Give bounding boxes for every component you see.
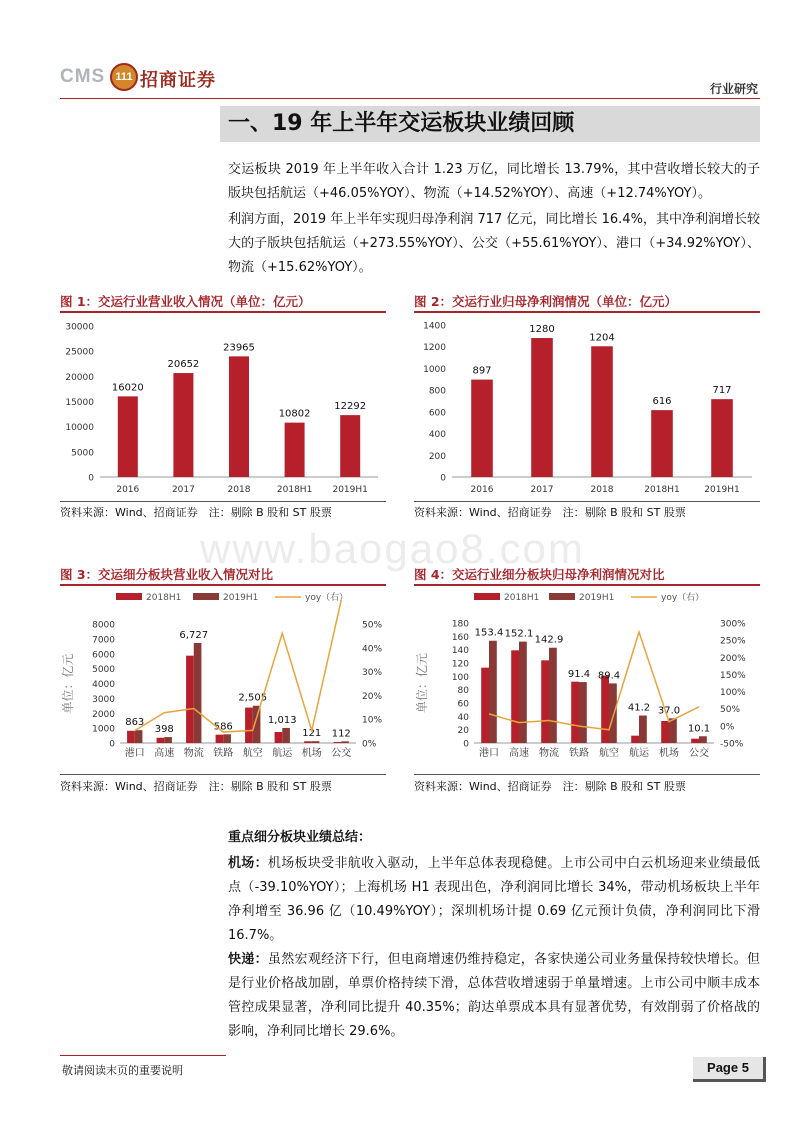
bar-2019H1 [135, 730, 143, 743]
y-tick-label: 80 [457, 686, 469, 697]
legend-label: 2018H1 [146, 593, 182, 603]
legend-label: yoy（右） [305, 593, 349, 603]
x-tick-label: 公交 [689, 748, 709, 759]
y-tick-label: 0 [88, 473, 94, 484]
figure-1-chart [60, 313, 386, 501]
x-tick-label: 2019H1 [704, 485, 740, 495]
page-number: Page 5 [693, 1057, 766, 1082]
bar-2018H1 [334, 742, 342, 743]
y-tick-label: 600 [428, 408, 446, 419]
data-label: 6,727 [179, 629, 209, 641]
y-tick-label: 400 [428, 430, 446, 441]
bar-2019H1 [699, 736, 707, 743]
data-label: 12292 [334, 401, 367, 413]
data-label: 10.1 [687, 723, 711, 735]
bar [229, 356, 249, 477]
bar-2018H1 [691, 739, 699, 743]
x-tick-label: 2018 [590, 485, 614, 495]
y-tick-label: 10000 [65, 423, 94, 434]
bar-2018H1 [511, 650, 519, 743]
y-tick-label: 20 [457, 726, 469, 737]
bar [118, 396, 138, 477]
data-label: 89.4 [597, 670, 621, 682]
y-tick-label: 25000 [65, 347, 94, 358]
y2-tick-label: 10% [362, 715, 383, 726]
bar-2018H1 [157, 738, 165, 743]
y-tick-label: 30000 [65, 322, 94, 333]
bar-2018H1 [631, 736, 639, 743]
bar-2019H1 [639, 716, 647, 743]
data-label: 121 [302, 728, 322, 740]
y-tick-label: 4000 [92, 680, 115, 690]
figure-3-chart [60, 586, 386, 774]
figure-4-chart [414, 586, 760, 774]
y-tick-label: 5000 [71, 448, 94, 459]
bar [711, 399, 733, 477]
data-label: 142.9 [534, 634, 564, 646]
data-label: 23965 [223, 342, 255, 354]
figure-4-source: 资料来源：Wind、招商证券 注：剔除 B 股和 ST 股票 [414, 780, 686, 793]
bar-2018H1 [481, 668, 489, 743]
bar [340, 415, 360, 477]
bar [531, 338, 553, 477]
data-label: 863 [125, 717, 145, 729]
section-title: 一、19 年上半年交运板块业绩回顾 [228, 111, 575, 136]
legend-label: 2019H1 [579, 593, 615, 603]
bar-2019H1 [519, 642, 527, 743]
y2-tick-label: 150% [720, 670, 746, 681]
figure-4-bottom-rule [414, 774, 760, 775]
y-tick-label: 200 [428, 451, 446, 462]
bar-2019H1 [549, 648, 557, 743]
y2-tick-label: 0% [362, 739, 377, 750]
summary-heading: 重点细分板块业绩总结： [228, 830, 372, 845]
y-tick-label: 60 [457, 699, 469, 710]
data-label: 91.4 [567, 669, 591, 681]
y-tick-label: 160 [451, 632, 469, 643]
x-tick-label: 航运 [629, 748, 649, 759]
y-tick-label: 5000 [92, 665, 115, 676]
logo-cms-text: CMS [60, 66, 106, 87]
figure-4-title: 图 4：交运行业细分板块归母净利润情况对比 [414, 567, 665, 582]
data-label: 41.2 [627, 702, 651, 714]
x-tick-label: 航空 [599, 748, 619, 759]
paragraph-profit: 利润方面，2019 年上半年实现归母净利润 717 亿元，同比增长 16.4%，其中净利润增长较大的子版块包括航运（+273.55%YOY）、公交（+55.61%YOY）、港口（+34.92%YOY）、物流（+15.62%YOY）。 [228, 212, 760, 275]
x-tick-label: 高速 [509, 748, 529, 759]
logo-badge-icon: 111 [110, 63, 138, 91]
y2-tick-label: 50% [720, 705, 741, 716]
x-tick-label: 2018H1 [276, 485, 313, 495]
x-tick-label: 2019H1 [332, 485, 368, 495]
y-tick-label: 1000 [423, 364, 446, 375]
data-label: 717 [712, 385, 732, 397]
airport-label: 机场： [228, 856, 268, 871]
y2-tick-label: 30% [362, 668, 383, 679]
y-tick-label: 0 [463, 739, 469, 750]
watermark: www.baogao8.com [200, 525, 585, 572]
x-tick-label: 港口 [479, 748, 499, 759]
bar-2018H1 [216, 735, 224, 743]
bar [285, 423, 305, 477]
figure-2-bottom-rule [414, 501, 760, 502]
bar-2019H1 [194, 643, 202, 743]
bar-2018H1 [571, 682, 579, 743]
data-label: 152.1 [504, 628, 534, 640]
bar [173, 373, 193, 477]
paragraph-express [228, 948, 760, 1044]
data-label: 1,013 [267, 714, 297, 726]
bar-2019H1 [164, 737, 172, 743]
x-tick-label: 2017 [171, 485, 195, 495]
bar-2019H1 [669, 718, 677, 743]
x-tick-label: 港口 [124, 748, 145, 759]
bar-2019H1 [341, 741, 349, 743]
bar-2018H1 [661, 721, 669, 743]
x-tick-label: 航运 [272, 748, 293, 759]
x-tick-label: 2016 [116, 485, 140, 495]
data-label: 2,505 [238, 692, 268, 704]
y-tick-label: 100 [451, 672, 469, 683]
y2-tick-label: 100% [720, 688, 746, 699]
bar-2018H1 [245, 708, 253, 743]
bar [471, 380, 493, 477]
figure-2-title: 图 2：交运行业归母净利润情况（单位：亿元） [414, 294, 678, 309]
bar-2018H1 [541, 660, 549, 743]
data-label: 1204 [589, 332, 615, 344]
express-label: 快递： [228, 952, 268, 967]
x-tick-label: 公交 [331, 748, 352, 759]
y-tick-label: 2000 [92, 709, 115, 720]
y-tick-label: 8000 [92, 620, 115, 631]
bar-2018H1 [601, 676, 609, 743]
footer-divider [60, 1055, 226, 1056]
y-tick-label: 180 [451, 619, 469, 630]
figure-2-source: 资料来源：Wind、招商证券 注：剔除 B 股和 ST 股票 [414, 506, 686, 519]
airport-text: 机场板块受非航收入驱动，上半年总体表现稳健。上市公司中白云机场迎来业绩最低点（-39.10%YOY）；上海机场 H1 表现出色，净利润同比增长 34%，带动机场板块上半年净利增至 36.96 亿（10.49%YOY）；深圳机场计提 0.69 亿元预计负债，净利润同比下滑 16.7%。 [228, 856, 760, 943]
data-label: 10802 [278, 408, 311, 420]
y-tick-label: 40 [457, 712, 469, 723]
bar-2019H1 [223, 734, 231, 743]
x-tick-label: 2018 [227, 485, 251, 495]
figure-1-title: 图 1：交运行业营业收入情况（单位：亿元） [60, 294, 311, 309]
x-tick-label: 机场 [301, 748, 322, 759]
y-tick-label: 3000 [92, 694, 115, 705]
y-tick-label: 1200 [423, 343, 446, 354]
section-label: 行业研究 [709, 82, 758, 96]
figure-1-bottom-rule [60, 501, 386, 502]
x-tick-label: 铁路 [213, 748, 234, 759]
data-label: 16020 [111, 382, 144, 394]
x-tick-label: 2018H1 [644, 485, 680, 495]
bar-2019H1 [312, 741, 320, 743]
figure-3-source: 资料来源：Wind、招商证券 注：剔除 B 股和 ST 股票 [60, 780, 332, 793]
bar-2018H1 [304, 741, 312, 743]
y2-tick-label: 0% [720, 722, 735, 733]
y-tick-label: 6000 [92, 650, 115, 661]
data-label: 1280 [529, 324, 555, 336]
x-tick-label: 2016 [470, 485, 494, 495]
bar-2018H1 [275, 732, 283, 743]
bar [591, 346, 613, 477]
bar-2019H1 [489, 641, 497, 743]
y2-tick-label: 250% [720, 636, 746, 647]
x-tick-label: 2017 [530, 485, 554, 495]
data-label: 153.4 [474, 627, 504, 639]
paragraph-revenue: 交运板块 2019 年上半年收入合计 1.23 万亿，同比增长 13.79%，其中营收增长较大的子版块包括航运（+46.05%YOY）、物流（+14.52%YOY）、高速（+12.74%YOY）。 [228, 162, 760, 201]
legend-swatch [116, 593, 142, 600]
y2-tick-label: 50% [362, 620, 383, 631]
y-tick-label: 15000 [65, 398, 94, 408]
y-tick-label: 0 [440, 473, 446, 484]
y-tick-label: 0 [109, 739, 115, 750]
x-tick-label: 物流 [539, 748, 559, 759]
x-tick-label: 机场 [659, 748, 679, 759]
x-tick-label: 铁路 [569, 748, 589, 759]
data-label: 897 [472, 365, 492, 377]
y-axis-title: 单位：亿元 [61, 653, 75, 714]
footer-disclaimer: 敬请阅读末页的重要说明 [62, 1064, 183, 1077]
express-text: 虽然宏观经济下行，但电商增速仍维持稳定，各家快递公司业务量保持较快增长。但是行业价格战加剧，单票价格持续下滑，总体营收增速弱于单量增速。上市公司中顺丰成本管控成果显著，净利同比提升 40.35%；韵达单票成本具有显著优势，有效削弱了价格战的影响，净利同比增长 29.6%。 [228, 952, 760, 1039]
y-tick-label: 1400 [423, 321, 446, 332]
figure-3-bottom-rule [60, 774, 386, 775]
data-label: 37.0 [657, 705, 681, 717]
y-tick-label: 120 [451, 659, 469, 670]
y-tick-label: 20000 [65, 372, 94, 383]
paragraph-airport [228, 852, 760, 948]
x-tick-label: 高速 [154, 748, 175, 759]
y-tick-label: 7000 [92, 635, 115, 646]
y2-tick-label: 200% [720, 653, 746, 664]
legend-label: 2018H1 [504, 593, 540, 603]
header-divider [60, 98, 760, 99]
y-tick-label: 800 [428, 386, 446, 397]
y-tick-label: 140 [451, 646, 469, 657]
figure-1-source: 资料来源：Wind、招商证券 注：剔除 B 股和 ST 股票 [60, 506, 332, 519]
bar-2019H1 [282, 728, 290, 743]
y2-tick-label: -50% [720, 739, 744, 750]
bar-2018H1 [186, 656, 194, 743]
data-label: 586 [213, 721, 233, 733]
figure-2-chart [414, 313, 760, 501]
logo-chinese-name: 招商证券 [140, 70, 216, 91]
legend-swatch [474, 593, 500, 600]
legend-swatch [549, 593, 575, 600]
legend-label: yoy（右） [661, 593, 705, 603]
bar [651, 410, 673, 477]
figure-3-title: 图 3：交运细分板块营业收入情况对比 [60, 567, 274, 582]
bar-2018H1 [127, 731, 135, 743]
bar-2019H1 [609, 683, 617, 743]
data-label: 398 [154, 724, 174, 736]
y2-tick-label: 40% [362, 644, 383, 655]
bar-2019H1 [579, 682, 587, 743]
legend-swatch [193, 593, 219, 600]
legend-label: 2019H1 [223, 593, 259, 603]
y-axis-title: 单位：亿元 [415, 652, 429, 714]
yoy-line [135, 600, 342, 732]
data-label: 112 [331, 728, 351, 740]
x-tick-label: 物流 [183, 748, 204, 759]
x-tick-label: 航空 [242, 748, 263, 759]
y2-tick-label: 20% [362, 691, 383, 702]
data-label: 20652 [167, 359, 200, 371]
data-label: 616 [652, 396, 672, 408]
y-tick-label: 1000 [92, 724, 115, 735]
y2-tick-label: 300% [720, 619, 746, 630]
